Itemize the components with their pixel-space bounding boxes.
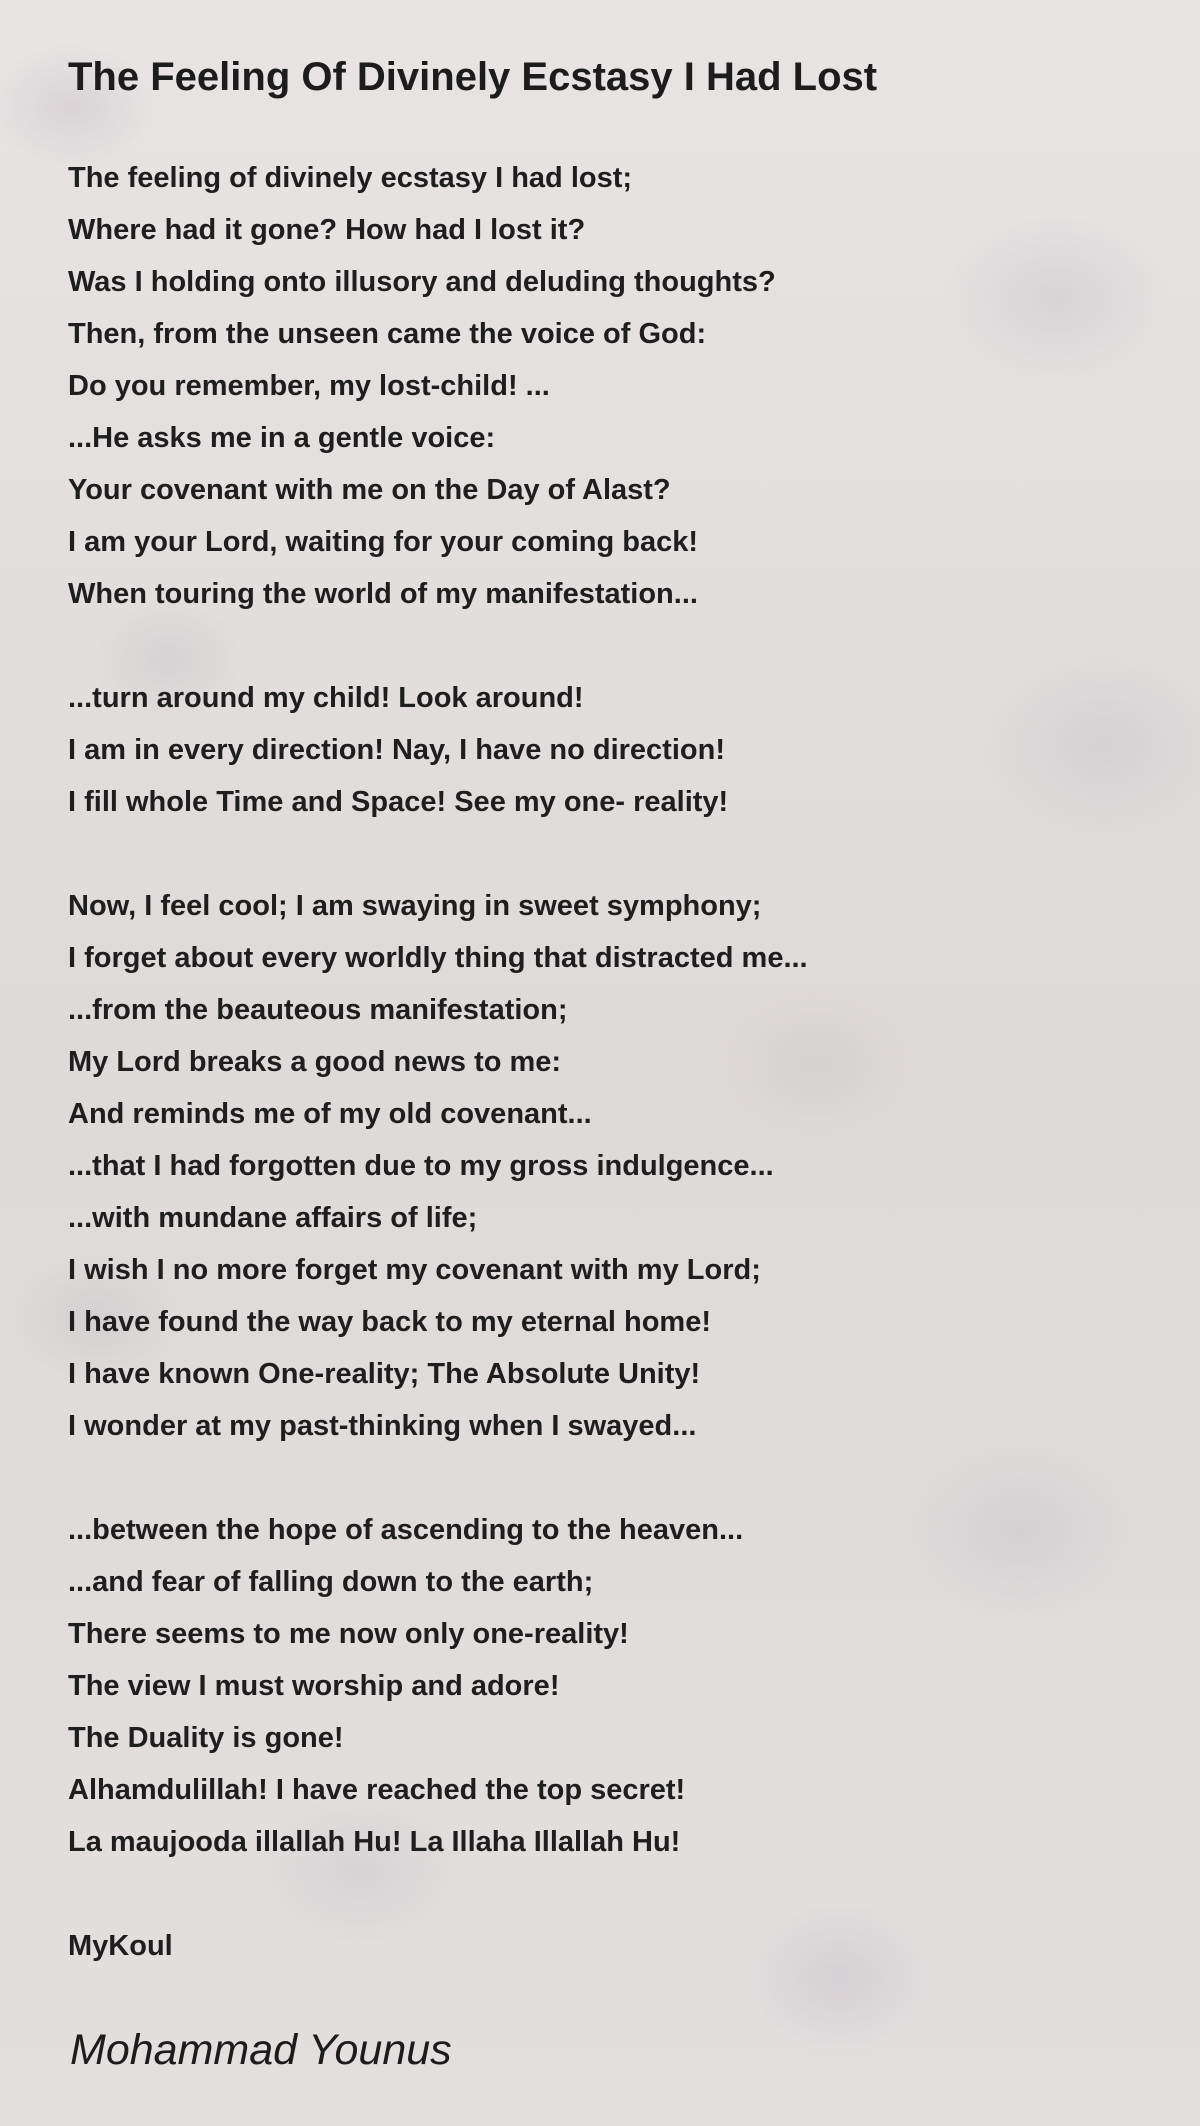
poem-line: I am your Lord, waiting for your coming back! (68, 526, 699, 558)
author-name[interactable]: Mohammad Younus (70, 2026, 452, 2074)
poem-line: When touring the world of my manifestation... (68, 578, 698, 610)
poem-line: I wonder at my past-thinking when I swayed... (68, 1410, 697, 1442)
poem-line: Where had it gone? How had I lost it? (68, 214, 586, 246)
stanza-3 (68, 880, 1148, 1452)
stanza-2 (68, 672, 1148, 828)
poem-line: ...from the beauteous manifestation; (68, 994, 568, 1026)
poem-line: I fill whole Time and Space! See my one- reality! (68, 786, 729, 818)
poem-line: The feeling of divinely ecstasy I had lost; (68, 162, 633, 194)
poem-line: La maujooda illallah Hu! La Illaha Illallah Hu! (68, 1826, 681, 1858)
stanza-4 (68, 1504, 1148, 1868)
poem-line: I am in every direction! Nay, I have no direction! (68, 734, 725, 766)
poem-page (68, 48, 1148, 1972)
poem-line: ...and fear of falling down to the earth; (68, 1566, 594, 1598)
poem-line: ...with mundane affairs of life; (68, 1202, 478, 1234)
poem-line: ...turn around my child! Look around! (68, 682, 584, 714)
poem-line: Now, I feel cool; I am swaying in sweet symphony; (68, 890, 762, 922)
poem-title: The Feeling Of Divinely Ecstasy I Had Lost (68, 55, 878, 99)
poem-line: And reminds me of my old covenant... (68, 1098, 592, 1130)
poem-line: My Lord breaks a good news to me: (68, 1046, 562, 1078)
poem-line: Your covenant with me on the Day of Alast? (68, 474, 671, 506)
poem-line: I wish I no more forget my covenant with my Lord; (68, 1254, 761, 1286)
poem-line: There seems to me now only one-reality! (68, 1618, 629, 1650)
poem-line: I have found the way back to my eternal home! (68, 1306, 711, 1338)
poem-line: Alhamdulillah! I have reached the top secret! (68, 1774, 686, 1806)
poem-line: The Duality is gone! (68, 1722, 344, 1754)
poem-line: ...that I had forgotten due to my gross indulgence... (68, 1150, 774, 1182)
poem-line: Then, from the unseen came the voice of God: (68, 318, 707, 350)
poem-line: I forget about every worldly thing that distracted me... (68, 942, 808, 974)
stanza-1 (68, 152, 1148, 620)
poem-signature: MyKoul (68, 1930, 173, 1962)
poem-line: Was I holding onto illusory and deluding thoughts? (68, 266, 776, 298)
poem-line: ...He asks me in a gentle voice: (68, 422, 496, 454)
poem-line: I have known One-reality; The Absolute Unity! (68, 1358, 701, 1390)
poem-line: The view I must worship and adore! (68, 1670, 560, 1702)
poem-line: ...between the hope of ascending to the heaven... (68, 1514, 744, 1546)
poem-line: Do you remember, my lost-child! ... (68, 370, 550, 402)
